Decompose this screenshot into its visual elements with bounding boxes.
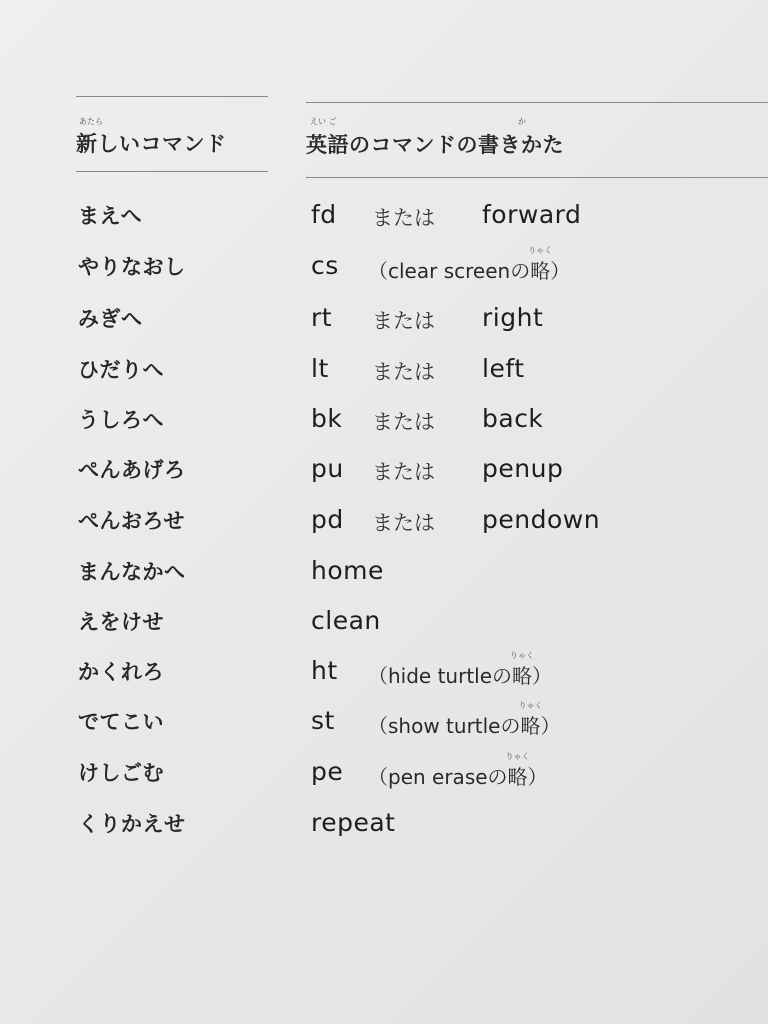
english-command: fd <box>311 200 337 229</box>
abbreviation-note <box>368 651 553 689</box>
full-command: penup <box>482 454 564 483</box>
full-command: pendown <box>482 505 601 534</box>
japanese-command: みぎへ <box>78 307 143 331</box>
table-row <box>0 651 768 696</box>
ryaku-ruby: りゃく <box>528 246 553 255</box>
header-new-commands: 新しいコマンド <box>76 132 227 156</box>
english-command: lt <box>311 354 329 383</box>
top-rule-right <box>306 102 768 103</box>
table-row <box>0 606 768 646</box>
english-command: clean <box>311 606 381 635</box>
english-command: cs <box>311 251 339 280</box>
abbreviation-source: （clear screen <box>368 259 511 283</box>
abbreviation-source: （pen erase <box>368 765 488 789</box>
english-command: bk <box>311 404 343 433</box>
japanese-command: まえへ <box>78 204 143 228</box>
abbreviation-close: ） <box>540 714 561 738</box>
abbreviation-no: の <box>487 765 508 789</box>
or-label: または <box>372 360 435 384</box>
or-label: または <box>372 206 435 230</box>
abbreviation-kanji <box>528 246 553 284</box>
or-label: または <box>372 460 435 484</box>
table-row <box>0 303 768 343</box>
abbreviation-note <box>368 752 548 790</box>
abbreviation-no: の <box>492 664 513 688</box>
english-command: home <box>311 556 384 585</box>
or-label: または <box>372 309 435 333</box>
abbreviation-kanji <box>505 752 530 790</box>
header-left-ruby: あたら <box>79 117 103 126</box>
header-right-ruby-eigo: えい ご <box>310 117 337 126</box>
ryaku-kanji: 略 <box>530 259 551 283</box>
japanese-command: まんなかへ <box>78 560 186 584</box>
table-row <box>0 752 768 797</box>
japanese-command: うしろへ <box>78 408 164 432</box>
table-row <box>0 246 768 291</box>
ryaku-ruby: りゃく <box>518 701 543 710</box>
table-row <box>0 808 768 848</box>
english-command: rt <box>311 303 333 332</box>
abbreviation-close: ） <box>550 259 571 283</box>
abbreviation-source: （hide turtle <box>368 664 493 688</box>
header-english-commands: 英語のコマンドの書きかた <box>306 133 564 157</box>
japanese-command: やりなおし <box>78 255 186 279</box>
ryaku-kanji: 略 <box>507 765 528 789</box>
english-command: pu <box>311 454 344 483</box>
abbreviation-close: ） <box>532 664 553 688</box>
abbreviation-close: ） <box>527 765 548 789</box>
or-label: または <box>372 410 435 434</box>
full-command: forward <box>482 200 582 229</box>
japanese-command: ぺんあげろ <box>78 458 186 482</box>
abbreviation-note <box>368 246 571 284</box>
ryaku-kanji: 略 <box>512 664 533 688</box>
abbreviation-note <box>368 701 561 739</box>
table-row <box>0 404 768 444</box>
ryaku-ruby: りゃく <box>510 651 535 660</box>
abbreviation-no: の <box>510 259 531 283</box>
english-command: pd <box>311 505 344 534</box>
full-command: back <box>482 404 544 433</box>
abbreviation-no: の <box>500 714 521 738</box>
table-row <box>0 200 768 240</box>
table-row <box>0 354 768 394</box>
japanese-command: ひだりへ <box>78 358 164 382</box>
japanese-command: えをけせ <box>78 610 164 634</box>
abbreviation-source: （show turtle <box>368 714 501 738</box>
ryaku-ruby: りゃく <box>505 752 530 761</box>
abbreviation-kanji <box>518 701 543 739</box>
header-rule-right <box>306 177 768 178</box>
japanese-command: くりかえせ <box>78 812 186 836</box>
top-rule-left <box>76 96 268 97</box>
japanese-command: ぺんおろせ <box>78 509 185 533</box>
table-row <box>0 556 768 596</box>
abbreviation-kanji <box>510 651 535 689</box>
header-rule-left <box>76 171 268 172</box>
english-command: st <box>311 706 335 735</box>
full-command: left <box>482 354 525 383</box>
or-label: または <box>372 511 435 535</box>
japanese-command: けしごむ <box>78 761 164 785</box>
japanese-command: でてこい <box>78 710 164 734</box>
header-right-ruby-ka: か <box>518 117 526 126</box>
japanese-command: かくれろ <box>78 660 164 684</box>
ryaku-kanji: 略 <box>520 714 541 738</box>
table-row <box>0 701 768 746</box>
english-command: repeat <box>311 808 396 837</box>
full-command: right <box>482 303 544 332</box>
english-command: ht <box>311 656 338 685</box>
english-command: pe <box>311 757 344 786</box>
table-row <box>0 505 768 545</box>
table-row <box>0 454 768 494</box>
